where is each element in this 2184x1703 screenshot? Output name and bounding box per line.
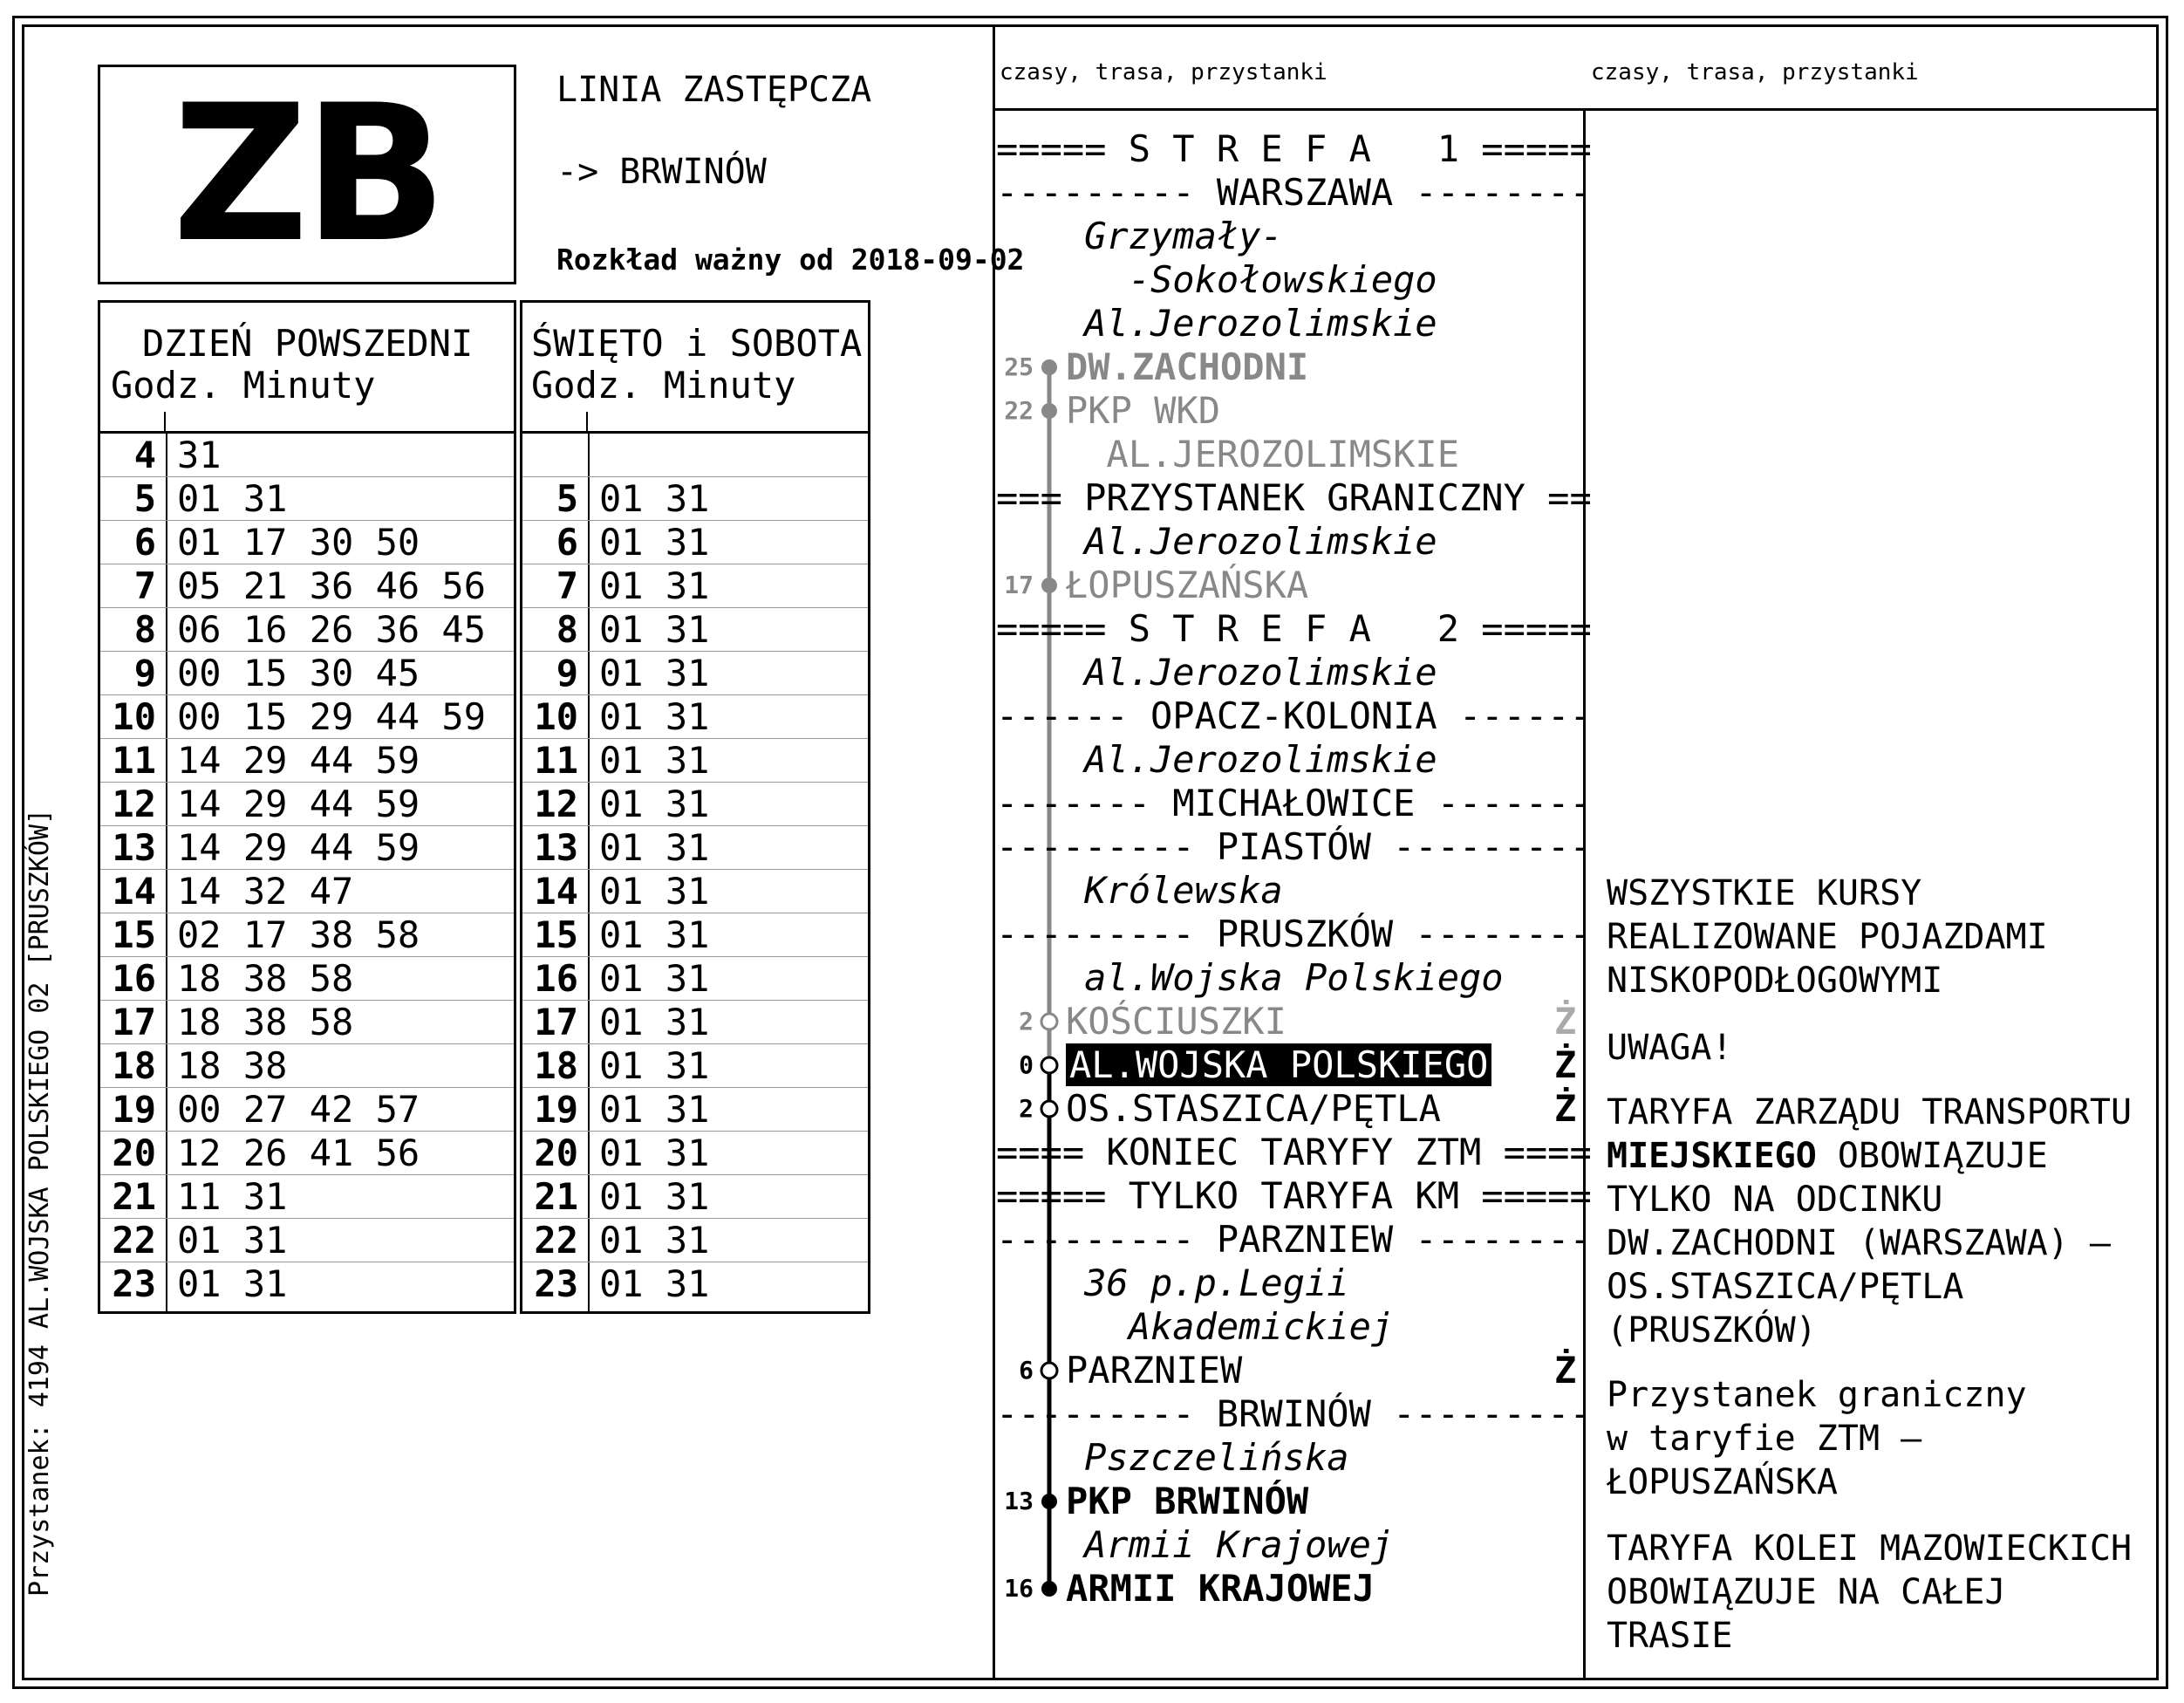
minutes-cell: 00 15 30 45 <box>177 652 420 694</box>
route-section-label: ------- MICHAŁOWICE ------- <box>996 782 1592 824</box>
timetable-row <box>100 1175 514 1219</box>
note-km-3: TRASIE <box>1607 1616 1733 1656</box>
note-ztm-2-rest: OBOWIĄZUJE <box>1816 1136 2048 1176</box>
minutes-cell: 01 31 <box>599 1044 710 1087</box>
minutes-cell: 01 31 <box>599 564 710 607</box>
stop-name-text: ARMII KRAJOWEJ <box>1066 1567 1375 1610</box>
minutes-cell: 01 31 <box>177 1219 288 1262</box>
timetable-row <box>100 1262 514 1306</box>
stop-name-text: AL.WOJSKA POLSKIEGO <box>1066 1043 1491 1086</box>
weekday-header <box>100 303 514 434</box>
hour-cell: 15 <box>534 913 578 956</box>
timetable-row <box>522 477 868 521</box>
hour-cell: 16 <box>534 957 578 1000</box>
stop-name <box>1066 564 1308 607</box>
on-request-mark: Ż <box>1554 1043 1577 1086</box>
minutes-cell: 01 31 <box>599 1175 710 1218</box>
minutes-cell: 01 31 <box>599 957 710 1000</box>
timetable-row <box>100 957 514 1001</box>
note-warning: UWAGA! <box>1607 1028 1733 1068</box>
timetable-row <box>522 434 868 477</box>
stop-time: 16 <box>1004 1574 1034 1603</box>
street-name: Grzymały- <box>996 215 1283 257</box>
timetable-row <box>522 783 868 826</box>
route-section-label: ==== KONIEC TARYFY ZTM ==== <box>996 1131 1592 1173</box>
hour-cell: 23 <box>534 1262 578 1305</box>
timetable-row <box>100 608 514 652</box>
stop-label: Przystanek: 4194 AL.WOJSKA POLSKIEGO 02 [PRUSZKÓW] <box>24 808 55 1597</box>
timetable-row <box>522 1132 868 1175</box>
street-name: Pszczelińska <box>996 1436 1349 1479</box>
timetable-row <box>100 1088 514 1132</box>
street-name: Armii Krajowej <box>996 1523 1394 1566</box>
minutes-cell: 14 29 44 59 <box>177 826 420 869</box>
stop-name <box>1066 1043 1491 1087</box>
minutes-cell: 01 31 <box>599 477 710 520</box>
timetable-row <box>100 739 514 783</box>
stop-time: 0 <box>1019 1050 1034 1079</box>
timetable-row <box>100 826 514 870</box>
weekday-rows <box>100 434 514 1306</box>
minutes-cell: 11 31 <box>177 1175 288 1218</box>
hour-cell: 10 <box>534 695 578 738</box>
weekday-subtitle: Godz. Minuty <box>111 364 376 407</box>
hour-cell: 8 <box>556 608 578 651</box>
route-section-label: --------- BRWINÓW --------- <box>996 1392 1592 1435</box>
stop-time: 6 <box>1019 1356 1034 1385</box>
weekday-timetable <box>98 300 516 1314</box>
route-section-label: --------- PRUSZKÓW -------- <box>996 913 1592 955</box>
minutes-cell: 00 27 42 57 <box>177 1088 420 1131</box>
minutes-cell: 01 31 <box>599 652 710 694</box>
stop-name <box>1066 1480 1308 1523</box>
street-name: Al.Jerozolimskie <box>996 738 1437 781</box>
street-name: Królewska <box>996 869 1283 912</box>
minutes-cell: 01 31 <box>599 913 710 956</box>
minutes-cell: 01 31 <box>599 870 710 913</box>
header-divider <box>993 108 2159 111</box>
hour-cell: 9 <box>556 652 578 694</box>
timetable-row <box>100 695 514 739</box>
hour-cell: 11 <box>112 739 156 782</box>
hour-cell: 13 <box>534 826 578 869</box>
street-name: -Sokołowskiego <box>996 258 1437 301</box>
minutes-cell: 14 29 44 59 <box>177 783 420 825</box>
route-section-label: --------- PIASTÓW --------- <box>996 825 1592 868</box>
timetable-row <box>100 521 514 564</box>
hour-cell: 14 <box>534 870 578 913</box>
stop-time: 13 <box>1004 1487 1034 1515</box>
stop-name-text: OS.STASZICA/PĘTLA <box>1066 1087 1441 1130</box>
column-header-right: czasy, trasa, przystanki <box>1591 59 1919 85</box>
timetable-row <box>100 1001 514 1044</box>
minutes-cell: 01 31 <box>599 826 710 869</box>
timetable-row <box>100 477 514 521</box>
hour-cell: 23 <box>112 1262 156 1305</box>
hour-cell: 18 <box>112 1044 156 1087</box>
street-name: al.Wojska Polskiego <box>996 956 1504 999</box>
route-section-label: ------ OPACZ-KOLONIA ------ <box>996 694 1592 737</box>
note-ztm-2 <box>1607 1134 2048 1178</box>
timetable-row <box>100 913 514 957</box>
stop-name <box>1066 1000 1287 1043</box>
hour-cell: 19 <box>112 1088 156 1131</box>
hour-cell: 15 <box>112 913 156 956</box>
header-tick <box>164 412 166 431</box>
note-ztm-3: TYLKO NA ODCINKU <box>1607 1180 1943 1220</box>
timetable-row <box>522 957 868 1001</box>
timetable-row <box>522 913 868 957</box>
timetable-row <box>100 870 514 913</box>
hour-cell: 7 <box>556 564 578 607</box>
hour-cell: 20 <box>112 1132 156 1174</box>
header-tick <box>586 412 588 431</box>
street-name: Al.Jerozolimskie <box>996 302 1437 345</box>
hour-cell: 19 <box>534 1088 578 1131</box>
minutes-cell: 12 26 41 56 <box>177 1132 420 1174</box>
route-section-label: === PRZYSTANEK GRANICZNY == <box>996 476 1592 519</box>
timetable-row <box>522 1262 868 1306</box>
stop-time: 17 <box>1004 571 1034 599</box>
minutes-cell: 05 21 36 46 56 <box>177 564 487 607</box>
hour-cell: 22 <box>534 1219 578 1262</box>
timetable-row <box>522 1044 868 1088</box>
stop-time: 2 <box>1019 1094 1034 1123</box>
holiday-rows <box>522 434 868 1306</box>
hour-cell: 12 <box>534 783 578 825</box>
timetable-row <box>522 1088 868 1132</box>
timetable-row <box>522 1219 868 1262</box>
timetable-row <box>522 695 868 739</box>
hour-cell: 14 <box>112 870 156 913</box>
note-ztm-5: OS.STASZICA/PĘTLA <box>1607 1267 1964 1307</box>
timetable-row <box>522 652 868 695</box>
minutes-cell: 01 31 <box>599 1132 710 1174</box>
hour-cell: 6 <box>133 521 156 564</box>
route-section-label: --------- WARSZAWA -------- <box>996 171 1592 214</box>
minutes-cell: 14 32 47 <box>177 870 354 913</box>
on-request-mark: Ż <box>1554 1087 1577 1130</box>
note-border-2: w taryfie ZTM – <box>1607 1419 1922 1459</box>
minutes-cell: 06 16 26 36 45 <box>177 608 487 651</box>
timetable-row <box>522 870 868 913</box>
minutes-cell: 01 31 <box>177 1262 288 1305</box>
note-low-floor-1: WSZYSTKIE KURSY <box>1607 873 1922 913</box>
holiday-header <box>522 303 868 434</box>
route-section-label: ===== S T R E F A 1 ===== <box>996 127 1592 170</box>
direction: -> BRWINÓW <box>556 152 767 192</box>
timetable-row <box>100 434 514 477</box>
line-type: LINIA ZASTĘPCZA <box>556 70 872 110</box>
stop-time: 2 <box>1019 1007 1034 1036</box>
timetable-row <box>522 826 868 870</box>
timetable-row <box>100 1219 514 1262</box>
hour-cell: 4 <box>133 434 156 476</box>
hour-cell: 12 <box>112 783 156 825</box>
minutes-cell: 01 31 <box>599 608 710 651</box>
stop-name-text: PKP BRWINÓW <box>1066 1480 1309 1522</box>
hour-cell: 5 <box>133 477 156 520</box>
line-code-box <box>98 65 516 284</box>
minutes-cell: 14 29 44 59 <box>177 739 420 782</box>
hour-cell: 6 <box>556 521 578 564</box>
line-code: ZB <box>172 65 442 284</box>
hour-cell: 18 <box>534 1044 578 1087</box>
timetable-row <box>100 564 514 608</box>
minutes-cell: 01 31 <box>599 695 710 738</box>
hour-cell: 17 <box>112 1001 156 1043</box>
stop-name <box>1066 389 1220 433</box>
note-border-1: Przystanek graniczny <box>1607 1375 2027 1415</box>
minutes-cell: 01 31 <box>599 1001 710 1043</box>
hour-cell: 17 <box>534 1001 578 1043</box>
minutes-cell: 00 15 29 44 59 <box>177 695 487 738</box>
timetable-row <box>522 521 868 564</box>
hour-cell: 8 <box>133 608 156 651</box>
minutes-cell: 31 <box>177 434 222 476</box>
holiday-timetable <box>520 300 870 1314</box>
stop-name-text: PARZNIEW <box>1066 1349 1243 1392</box>
holiday-subtitle: Godz. Minuty <box>531 364 796 407</box>
route-section-label: ===== S T R E F A 2 ===== <box>996 607 1592 650</box>
minutes-cell: 18 38 <box>177 1044 288 1087</box>
note-border-3: ŁOPUSZAŃSKA <box>1607 1462 1838 1502</box>
hour-cell: 5 <box>556 477 578 520</box>
on-request-mark: Ż <box>1554 1349 1577 1392</box>
holiday-title: ŚWIĘTO i SOBOTA <box>531 322 863 365</box>
timetable-row <box>522 1001 868 1044</box>
note-ztm-6: (PRUSZKÓW) <box>1607 1310 1817 1351</box>
minutes-cell: 01 17 30 50 <box>177 521 420 564</box>
column-header-left: czasy, trasa, przystanki <box>1000 59 1327 85</box>
minutes-cell: 01 31 <box>599 1088 710 1131</box>
route-section-label: ===== TYLKO TARYFA KM ===== <box>996 1174 1592 1217</box>
note-low-floor-2: REALIZOWANE POJAZDAMI <box>1607 917 2048 957</box>
stop-name <box>1066 1087 1441 1131</box>
timetable-row <box>100 652 514 695</box>
hour-cell: 7 <box>133 564 156 607</box>
hour-cell: 10 <box>112 695 156 738</box>
note-low-floor-3: NISKOPODŁOGOWYMI <box>1607 961 1943 1001</box>
note-ztm-2-bold: MIEJSKIEGO <box>1607 1136 1817 1176</box>
on-request-mark: Ż <box>1554 1000 1577 1043</box>
timetable-row <box>522 1175 868 1219</box>
timetable-row <box>100 1132 514 1175</box>
note-km-2: OBOWIĄZUJE NA CAŁEJ <box>1607 1572 2006 1612</box>
minutes-cell: 01 31 <box>599 1219 710 1262</box>
stop-name-text: KOŚCIUSZKI <box>1066 1000 1287 1043</box>
stop-time: 22 <box>1004 396 1034 425</box>
route-section-label: --------- PARZNIEW -------- <box>996 1218 1592 1261</box>
minutes-cell: 01 31 <box>599 783 710 825</box>
minutes-cell: 01 31 <box>599 521 710 564</box>
timetable-row <box>100 783 514 826</box>
hour-cell: 16 <box>112 957 156 1000</box>
street-name: Al.Jerozolimskie <box>996 520 1437 563</box>
minutes-cell: 01 31 <box>599 1262 710 1305</box>
timetable-row <box>522 564 868 608</box>
note-ztm-4: DW.ZACHODNI (WARSZAWA) – <box>1607 1223 2111 1263</box>
timetable-row <box>522 739 868 783</box>
stop-name <box>1066 1349 1242 1392</box>
street-name: 36 p.p.Legii <box>996 1262 1349 1304</box>
hour-cell: 20 <box>534 1132 578 1174</box>
valid-from: Rozkład ważny od 2018-09-02 <box>556 243 1025 277</box>
street-name: Al.Jerozolimskie <box>996 651 1437 694</box>
stop-name-text: PKP WKD <box>1066 389 1221 432</box>
minutes-cell: 18 38 58 <box>177 957 354 1000</box>
route-section-label: AL.JEROZOLIMSKIE <box>996 433 1460 475</box>
stop-name-text: DW.ZACHODNI <box>1066 345 1309 388</box>
hour-cell: 9 <box>133 652 156 694</box>
timetable-row <box>100 1044 514 1088</box>
hour-cell: 21 <box>534 1175 578 1218</box>
timetable-row <box>522 608 868 652</box>
minutes-cell: 01 31 <box>599 739 710 782</box>
note-km-1: TARYFA KOLEI MAZOWIECKICH <box>1607 1529 2133 1569</box>
stop-time: 25 <box>1004 352 1034 381</box>
note-ztm-1: TARYFA ZARZĄDU TRANSPORTU <box>1607 1092 2133 1132</box>
weekday-title: DZIEŃ POWSZEDNI <box>142 322 474 365</box>
hour-cell: 11 <box>534 739 578 782</box>
stop-name-text: ŁOPUSZAŃSKA <box>1066 564 1309 606</box>
stop-name <box>1066 1567 1375 1611</box>
minutes-cell: 01 31 <box>177 477 288 520</box>
hour-cell: 13 <box>112 826 156 869</box>
minutes-cell: 02 17 38 58 <box>177 913 420 956</box>
minutes-cell: 18 38 58 <box>177 1001 354 1043</box>
street-name: Akademickiej <box>996 1305 1394 1348</box>
stop-name <box>1066 345 1308 389</box>
hour-cell: 22 <box>112 1219 156 1262</box>
hour-cell: 21 <box>112 1175 156 1218</box>
